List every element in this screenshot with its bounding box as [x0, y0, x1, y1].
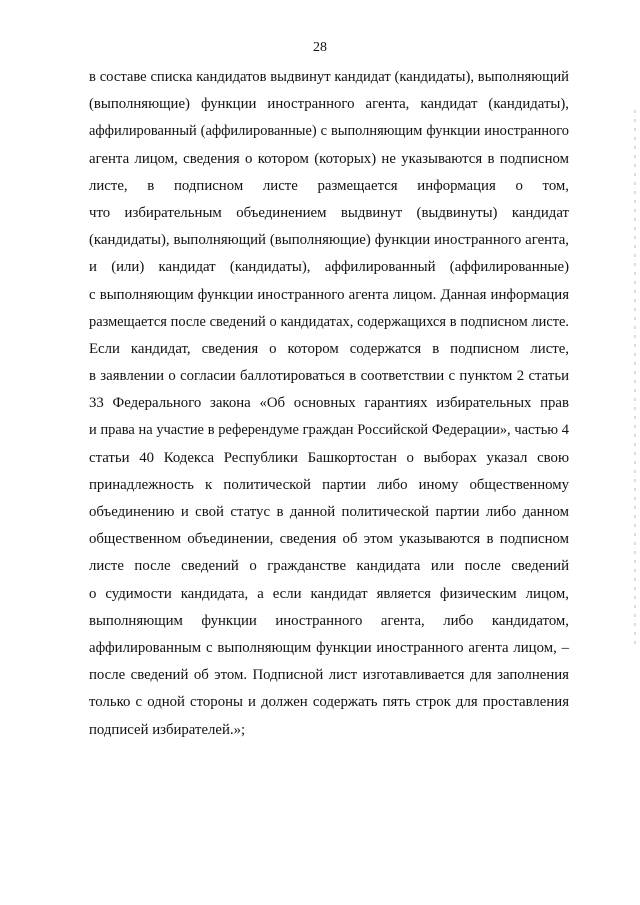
scan-edge-mark	[634, 110, 636, 650]
text-line: аффилированный (аффилированные) с выполняющим функции иностранного	[89, 123, 569, 140]
text-line: и права на участие в референдуме граждан Российской Федерации», частью 4	[89, 422, 569, 439]
body-text	[89, 64, 569, 744]
text-line: Если кандидат, сведения о котором содержатся в подписном листе,	[89, 340, 569, 357]
text-line: подписей избирателей.»;	[89, 721, 246, 738]
text-line: общественном объединении, сведения об этом указываются в подписном	[89, 531, 569, 548]
page-number: 28	[313, 40, 327, 55]
text-line: и (или) кандидат (кандидаты), аффилированный (аффилированные)	[89, 259, 569, 276]
text-line: только с одной стороны и должен содержать пять строк для проставления	[89, 694, 569, 711]
text-line: принадлежность к политической партии либо иному общественному	[89, 476, 569, 493]
text-line: листе, в подписном листе размещается информация о том,	[89, 177, 569, 194]
text-line: о судимости кандидата, а если кандидат является физическим лицом,	[89, 585, 569, 602]
text-line: в составе списка кандидатов выдвинут кандидат (кандидаты), выполняющий	[89, 69, 569, 85]
text-line: после сведений об этом. Подписной лист изготавливается для заполнения	[89, 667, 569, 684]
text-line: 33 Федерального закона «Об основных гарантиях избирательных прав	[89, 395, 569, 412]
text-line: (кандидаты), выполняющий (выполняющие) функции иностранного агента,	[89, 232, 569, 249]
text-line: что избирательным объединением выдвинут (выдвинуты) кандидат	[89, 204, 569, 221]
text-line: аффилированным с выполняющим функции иностранного агента лицом, –	[89, 639, 569, 656]
text-line: (выполняющие) функции иностранного агента, кандидат (кандидаты),	[89, 96, 569, 113]
text-line: статьи 40 Кодекса Республики Башкортостан о выборах указал свою	[89, 449, 569, 466]
text-line: объединению и свой статус в данной политической партии либо данном	[89, 504, 569, 520]
text-line: с выполняющим функции иностранного агента лицом. Данная информация	[89, 286, 569, 303]
text-line: листе после сведений о гражданстве кандидата или после сведений	[89, 558, 569, 575]
text-line: размещается после сведений о кандидатах, содержащихся в подписном листе.	[89, 313, 569, 330]
text-line: агента лицом, сведения о котором (которых) не указываются в подписном	[89, 150, 569, 167]
text-line: в заявлении о согласии баллотироваться в соответствии с пунктом 2 статьи	[89, 368, 569, 385]
text-line: выполняющим функции иностранного агента, либо кандидатом,	[89, 612, 569, 629]
